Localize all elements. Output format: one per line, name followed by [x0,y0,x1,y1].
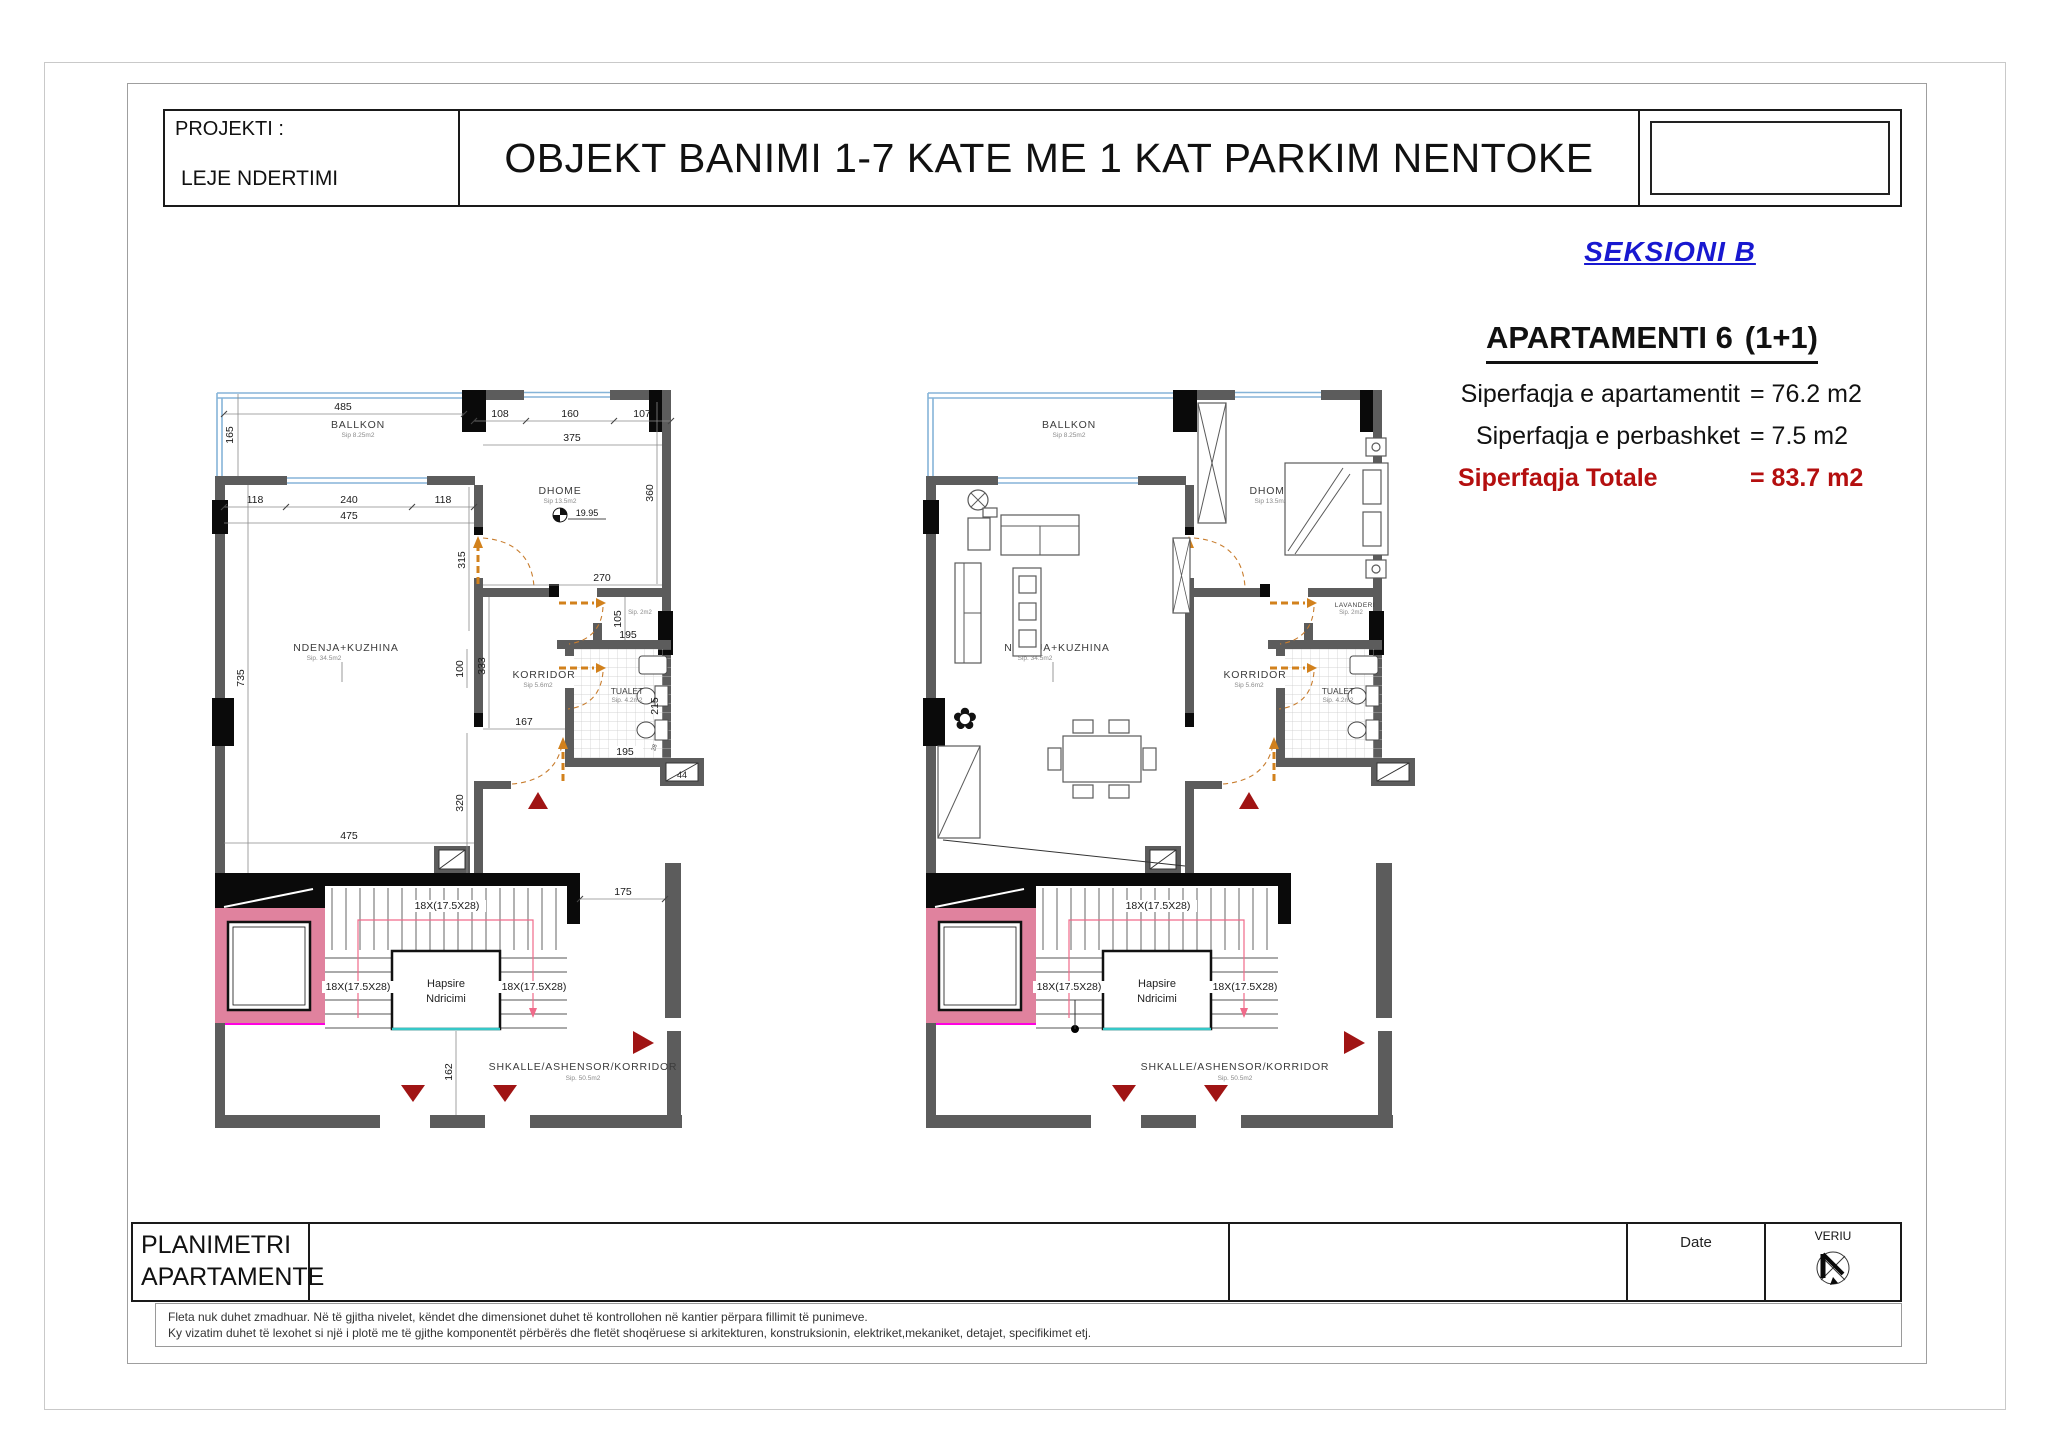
project-cell [165,111,460,205]
footer-empty-cell [310,1224,1230,1300]
light-shaft-box [392,951,500,1029]
sheet-name-line1: PLANIMETRI [141,1231,292,1259]
sheet-name-cell [133,1224,325,1300]
dim-118: 118 [434,494,452,506]
room-area-dhome: Sip 13.5m2 [543,498,577,505]
area-label: Siperfaqja e apartamentit [1460,380,1740,408]
dim-475: 475 [340,830,358,842]
elevator-cab [228,922,310,1010]
room-label-shkalle: SHKALLE/ASHENSOR/KORRIDOR [1140,1061,1330,1073]
plan-shell [212,390,704,1128]
note-line-2: Ky vizatim duhet të lexohet si një i plotë me të gjithe komponentët përbërës dhe fletët shoqëruese si arkitekturen, konstruksionin, elektriket,mekaniket, detajet, specifikimet etj. [168,1326,1092,1340]
dim-195: 195 [619,629,637,641]
north-compass-icon [1810,1243,1856,1291]
sink-icon [639,656,667,674]
dim-107: 107 [633,408,651,420]
apartment-title [1486,320,1818,364]
room-area-shkalle: Sip. 50.5m2 [1217,1075,1253,1082]
dim-215: 215 [649,697,661,715]
walls [212,390,673,886]
room-label-tualet: TUALET [610,686,644,696]
date-label: Date [1680,1234,1712,1251]
level-value: 19.95 [575,508,599,518]
footer-empty-cell [1230,1224,1628,1300]
dim-735: 735 [235,669,247,687]
dim-360: 360 [644,484,656,502]
dim-475: 475 [340,510,358,522]
north-cell [1766,1224,1900,1300]
project-label: PROJEKTI : [175,118,284,140]
notes-box [155,1303,1902,1347]
room-area-ndenja: Sip. 34.5m2 [306,655,342,662]
stair-count-label: 18X(17.5X28) [501,981,567,993]
north-label: VERIU [1814,1229,1852,1243]
light-shaft-label-1: Hapsire [427,978,465,990]
room-label-ndenja: NDENJA+KUZHINA [293,642,399,654]
total-label: Siperfaqja Totale [1458,464,1658,492]
stair-count-label: 18X(17.5X28) [414,900,480,912]
area-value: = 76.2 m2 [1750,380,1862,408]
footer-title-block [131,1222,1902,1302]
total-value: = 83.7 m2 [1750,464,1864,492]
apartment-type: (1+1) [1744,320,1818,355]
armchair-icon [968,518,990,550]
stair-block [215,873,580,1029]
section-label: SEKSIONI B [1584,236,1756,267]
dim-175: 175 [614,886,632,898]
plant-icon: ✿ [952,703,978,736]
room-area-ballkon: Sip 8.25m2 [341,432,375,439]
dim-320: 320 [454,794,466,812]
dim-108: 108 [491,408,509,420]
floor-plan-dimensioned [212,388,706,1166]
sheet-name-line2: APARTAMENTE [141,1263,325,1291]
date-cell [1628,1224,1766,1300]
light-shaft-label-2: Ndricimi [426,993,466,1005]
chair-icon [1073,785,1093,798]
bidet-icon [655,720,668,740]
logo-cell [1638,111,1900,205]
area-row-total [1400,464,1880,493]
room-label-ballkon: BALLKON [330,419,386,431]
room-label-dhome: DHOME [538,485,582,497]
chair-icon [1048,748,1061,770]
chair-icon [1109,785,1129,798]
room-label-lavanderi: LAVANDERI [1334,602,1376,609]
title-cell [460,111,1638,205]
dim-195: 195 [616,746,634,758]
area-label: Siperfaqja e perbashket [1475,422,1740,450]
room-area-tualet: Sip. 4.2m2 [611,697,643,704]
dim-485: 485 [334,401,352,413]
area-row-common [1400,422,1880,451]
room-area-lavanderi: Sip. 2m2 [628,610,652,616]
floor-plan-furnished [923,388,1417,1166]
stair-count-label: 18X(17.5X28) [325,981,391,993]
level-marker [553,508,606,522]
permit-label: LEJE NDERTIMI [181,167,339,190]
room-label-shkalle: SHKALLE/ASHENSOR/KORRIDOR [488,1061,678,1073]
title-block [163,109,1902,207]
dim-160: 160 [561,408,579,420]
dim-270: 270 [593,572,611,584]
shaft-label-44: 44 [676,770,688,780]
logo-placeholder-box [1650,121,1890,195]
dim-167: 167 [515,716,533,728]
room-area-shkalle: Sip. 50.5m2 [565,1075,601,1082]
area-value: = 7.5 m2 [1750,422,1848,450]
chair-icon [1109,720,1129,733]
sheet-title: OBJEKT BANIMI 1-7 KATE ME 1 KAT PARKIM NENTOKE [504,134,1594,181]
apartment-name: APARTAMENTI 6 [1486,320,1733,355]
chair-icon [1143,748,1156,770]
chair-icon [1073,720,1093,733]
room-area-korridor: Sip 5.6m2 [523,682,553,689]
dim-28: 28 [651,743,659,752]
dim-118: 118 [246,494,264,506]
dim-162: 162 [443,1063,455,1081]
area-summary [1400,380,1880,506]
dim-375: 375 [563,432,581,444]
room-label-korridor: KORRIDOR [512,669,576,681]
dim-100: 100 [454,660,466,678]
dining-table-icon [1063,736,1141,782]
direction-triangles [401,792,654,1102]
note-line-1: Fleta nuk duhet zmadhuar. Në të gjitha nivelet, këndet dhe dimensionet duhet të kontrollohen në kantier përpara fillimit të punimeve. [168,1310,868,1324]
dim-165: 165 [224,426,236,444]
dim-333: 333 [476,657,488,675]
area-row-apartment [1400,380,1880,409]
dim-315: 315 [456,551,468,569]
dim-240: 240 [340,494,358,506]
dim-105: 105 [612,610,624,628]
